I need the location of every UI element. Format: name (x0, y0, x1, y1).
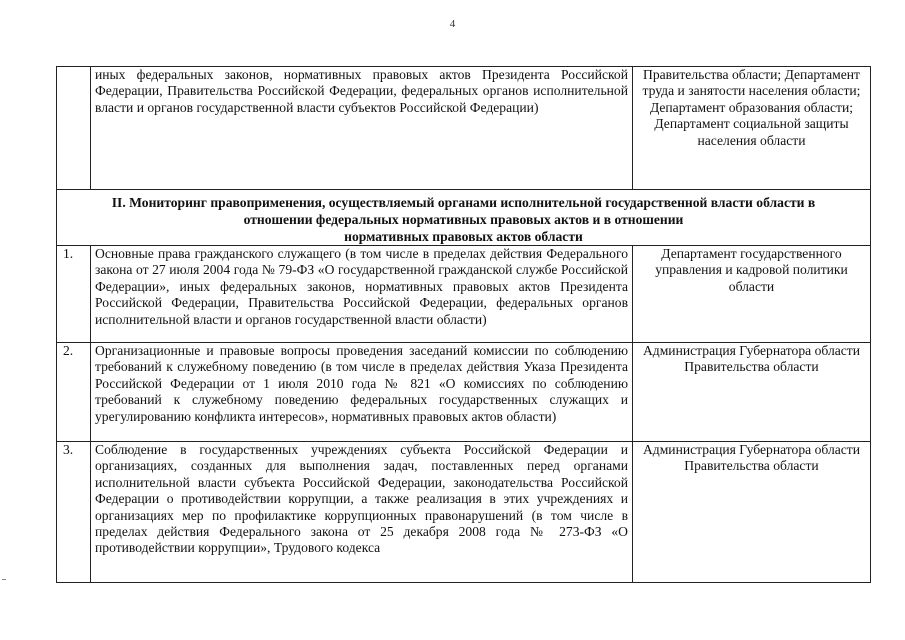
row-text-cell: Основные права гражданского служащего (в том числе в пределах действия Федерального закона от 27 июля 2004 года № 79-ФЗ «О государственной гражданской службе Российской Федерации», иных федеральных законов, нормативных правовых актов Президента Российской Федерации, Правительства Российской Федерации, федеральных органов исполнительной власти и органов государственной власти области) (91, 246, 633, 343)
section-title-line-3: нормативных правовых актов области (344, 229, 583, 244)
section-header-row (57, 190, 871, 246)
row-number-cell (57, 67, 91, 190)
monitoring-table (56, 66, 871, 583)
page-number: 4 (449, 18, 456, 30)
row-text-cell: Организационные и правовые вопросы проведения заседаний комиссии по соблюдению требований к служебному поведению (в том числе в пределах действия Указа Президента Российской Федерации от 1 июля 2010 года № 821 «О комиссиях по соблюдению требований к служебному поведению федеральных государственных служащих и урегулированию конфликта интересов», нормативных правовых актов области) (91, 343, 633, 442)
row-text-cell: Соблюдение в государственных учреждениях субъекта Российской Федерации и организациях, созданных для выполнения задач, поставленных перед органами исполнительной власти субъекта Российской Федерации, законодательства Российской Федерации о противодействии коррупции, а также реализация в этих учреждениях и организациях мер по профилактике коррупционных правонарушений (в том числе в пределах действия Федерального закона от 25 декабря 2008 года № 273-ФЗ «О противодействии коррупции», Трудового кодекса (91, 442, 633, 583)
row-text-cell: иных федеральных законов, нормативных правовых актов Президента Российской Федерации, Правительства Российской Федерации, федеральных органов исполнительной власти и органов государственной власти субъектов Российской Федерации) (91, 67, 633, 190)
row-number-cell: 2. (57, 343, 91, 442)
responsible-cell: Администрация Губернатора области Правительства области (633, 343, 871, 442)
responsible-cell: Правительства области; Департамент труда и занятости населения области; Департамент образования области; Департамент социальной защиты населения области (633, 67, 871, 190)
section-title-line-2: отношении федеральных нормативных правовых актов и в отношении (243, 212, 684, 227)
section-title (57, 190, 871, 246)
scan-edge-mark (2, 579, 6, 580)
row-number-cell: 1. (57, 246, 91, 343)
table-row (57, 442, 871, 583)
table-row (57, 343, 871, 442)
section-title-line-1: II. Мониторинг правоприменения, осуществляемый органами исполнительной государственной власти области в (111, 195, 816, 210)
table-row (57, 67, 871, 190)
responsible-cell: Департамент государственного управления и кадровой политики области (633, 246, 871, 343)
table-row (57, 246, 871, 343)
row-number-cell: 3. (57, 442, 91, 583)
responsible-cell: Администрация Губернатора области Правительства области (633, 442, 871, 583)
